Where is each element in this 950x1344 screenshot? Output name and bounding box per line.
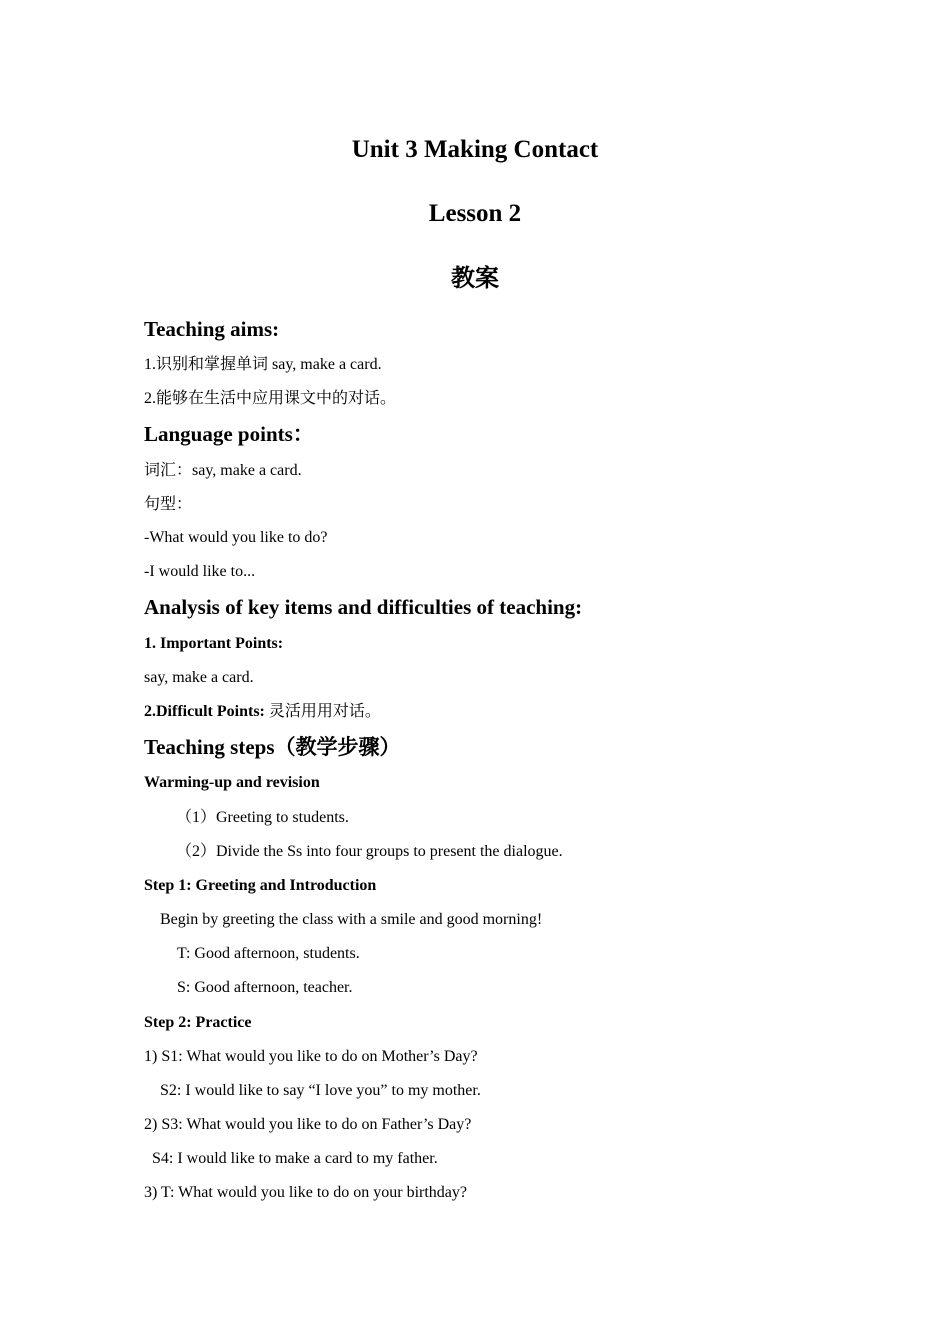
step2-line: 3) T: What would you like to do on your birthday? — [144, 1184, 468, 1201]
step1-line: S: Good afternoon, teacher. — [177, 979, 353, 996]
aims-heading: Teaching aims: — [144, 317, 280, 341]
step2-line: S4: I would like to make a card to my father. — [152, 1150, 438, 1167]
step1-line: T: Good afternoon, students. — [177, 945, 360, 962]
pattern-line: -What would you like to do? — [144, 529, 328, 546]
aims-item: 1.识别和掌握单词 say, make a card. — [144, 356, 382, 373]
pattern-label: 句型： — [144, 496, 193, 513]
important-points-text: say, make a card. — [144, 669, 254, 686]
document-title: Unit 3 Making Contact — [351, 136, 599, 163]
step2-line: S2: I would like to say “I love you” to my mother. — [160, 1082, 481, 1099]
analysis-heading: Analysis of key items and difficulties of teaching: — [144, 595, 583, 619]
difficult-points-label: 2.Difficult Points: — [144, 703, 265, 720]
pattern-line: -I would like to... — [144, 563, 256, 580]
step1-line: Begin by greeting the class with a smile and good morning! — [160, 911, 543, 928]
difficult-points-text: 灵活用用对话。 — [264, 703, 381, 720]
step2-line: 1) S1: What would you like to do on Mother’s Day? — [144, 1048, 478, 1065]
step2-line: 2) S3: What would you like to do on Father’s Day? — [144, 1116, 472, 1133]
warmup-item: （2）Divide the Ss into four groups to present the dialogue. — [176, 843, 563, 860]
important-points-label: 1. Important Points: — [144, 635, 284, 652]
vocab-line: 词汇：say, make a card. — [144, 462, 302, 479]
lesson-subtitle: Lesson 2 — [428, 200, 522, 227]
warmup-item: （1）Greeting to students. — [176, 809, 349, 826]
difficult-points-line — [144, 701, 381, 723]
step1-label: Step 1: Greeting and Introduction — [144, 877, 377, 894]
doc-type-title: 教案 — [451, 264, 499, 292]
steps-heading: Teaching steps（教学步骤） — [144, 735, 401, 759]
warmup-label: Warming-up and revision — [144, 774, 320, 791]
aims-item: 2.能够在生活中应用课文中的对话。 — [144, 390, 397, 407]
step2-label: Step 2: Practice — [144, 1014, 252, 1031]
language-heading: Language points： — [144, 422, 314, 446]
